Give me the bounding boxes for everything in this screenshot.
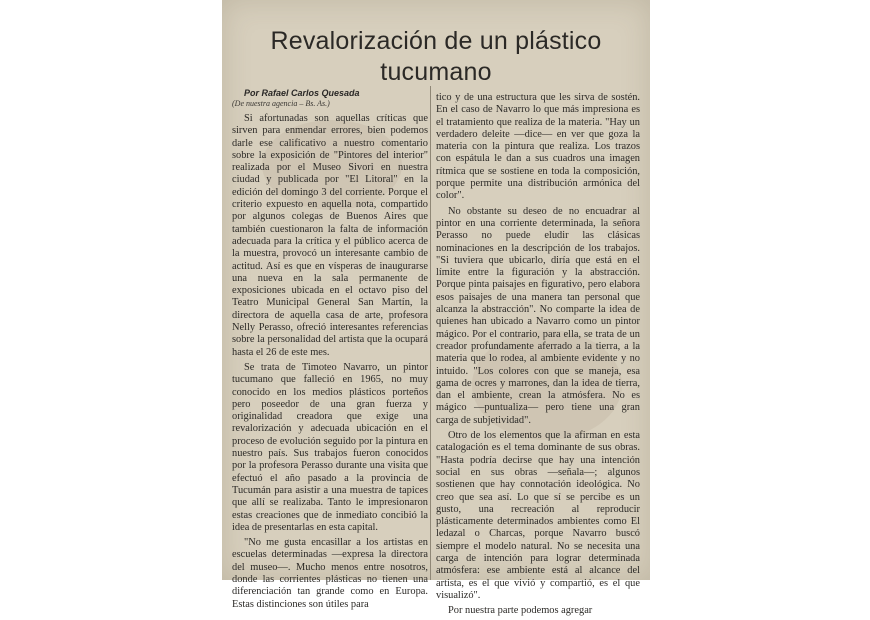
paragraph: Otro de los elementos que la afirman en esta catalogación es el tema dominante de sus obras. "Hasta podría decirse que hay una intención social en sus obras —señala—; algunos sostienen que hay connotación ideológica. No creo que sea así. Lo que sí se percibe es un gusto, una recreación al reproducir plásticamente determinados ambientes como El ledazal o Charcas, porque Navarro buscó siempre el modelo natural. No se necesita una carga de intención para lograr determinada atmósfera: ese ambiente está al alcance del artista, es el que vivió y compartió, es el que visualizó".: [436, 430, 640, 601]
paragraph: "No me gusta encasillar a los artistas en escuelas determinadas —expresa la directora del museo—. Mucho menos entre nosotros, donde las corrientes plásticas no tienen una diferenciación tan grande como en Europa. Estas distinciones son útiles para: [232, 537, 428, 610]
paragraph: No obstante su deseo de no encuadrar al pintor en una corriente determinada, la señora Perasso no puede eludir las clásicas nominaciones en la descripción de los trabajos. "Si tuviera que ubicarlo, diría que está en el límite entre la figuración y la abstracción. Porque pinta paisajes en figurativo, pero elabora esos paisajes de una manera tan personal que alcanza la abstracción". No comparte la idea de quienes han ubicado a Navarro como un pintor mágico. Por el contrario, para ella, se trata de un creador profundamente aferrado a la tierra, a la materia que lo rodea, al ambiente evidente y no intuido. "Los colores con que se maneja, esa gama de ocres y marrones, dan la idea de tierra, dan el ambiente, crean la atmósfera. No es mágico —puntualiza— pero tiene una gran carga de subjetividad".: [436, 205, 640, 426]
column-divider: [430, 86, 431, 580]
article-column-right: [436, 92, 640, 620]
article-agency: (De nuestra agencia – Bs. As.): [232, 99, 330, 108]
article-column-left: [232, 88, 428, 614]
article-title: Revalorización de un plástico tucumano: [270, 27, 602, 86]
newspaper-clipping: [222, 0, 650, 617]
paragraph: Se trata de Timoteo Navarro, un pintor tucumano que falleció en 1965, no muy conocido en los medios plásticos porteños pero poseedor de una gran fuerza y originalidad creadora que exige una revalorización y adecuada ubicación en el proceso de evolución seguido por la pintura en nuestro país. Sus trabajos fueron conocidos por la profesora Perasso durante una visita que efectuó el año pasado a la provincia de Tucumán para asistir a una muestra de tapices que allí se realizaba. Tanto le impresionaron estas creaciones que de inmediato concibió la idea de presentarlas en esta capital.: [232, 361, 428, 533]
article-byline: Por Rafael Carlos Quesada: [244, 88, 360, 98]
paragraph: Por nuestra parte podemos agregar: [448, 605, 593, 617]
paragraph: tico y de una estructura que les sirva de sostén. En el caso de Navarro lo que más impresiona es el tratamiento que realiza de la materia. "Hay un verdadero deleite —dice— en ver que goza la materia con la pintura que realiza. Los trazos con espátula le dan a sus cuadros una imagen rítmica que se sostiene en toda la composición, porque permite una distribución armónica del color".: [436, 92, 640, 202]
paragraph: Si afortunadas son aquellas críticas que sirven para enmendar errores, bien podemos darle ese calificativo a nuestro comentario sobre la exposición de "Pintores del interior" realizada por el Museo Sivori en nuestra ciudad y publicada por "El Litoral" en la edición del domingo 3 del corriente. Porque el criterio expuesto en aquella nota, compartido por algunos colegas de Buenos Aires que también cuestionaron la falta de información adecuada para la crítica y el público acerca de la muestra, provocó un interesante cambio de actitud. Así es que en vísperas de inaugurarse una nueva en la sala permanente de exposiciones ubicada en el octavo piso del Teatro Municipal General San Martín, la directora de aquella casa de arte, profesora Nelly Perasso, ofreció interesantes referencias sobre la personalidad del artista que la ocupará hasta el 26 de este mes.: [232, 113, 428, 358]
